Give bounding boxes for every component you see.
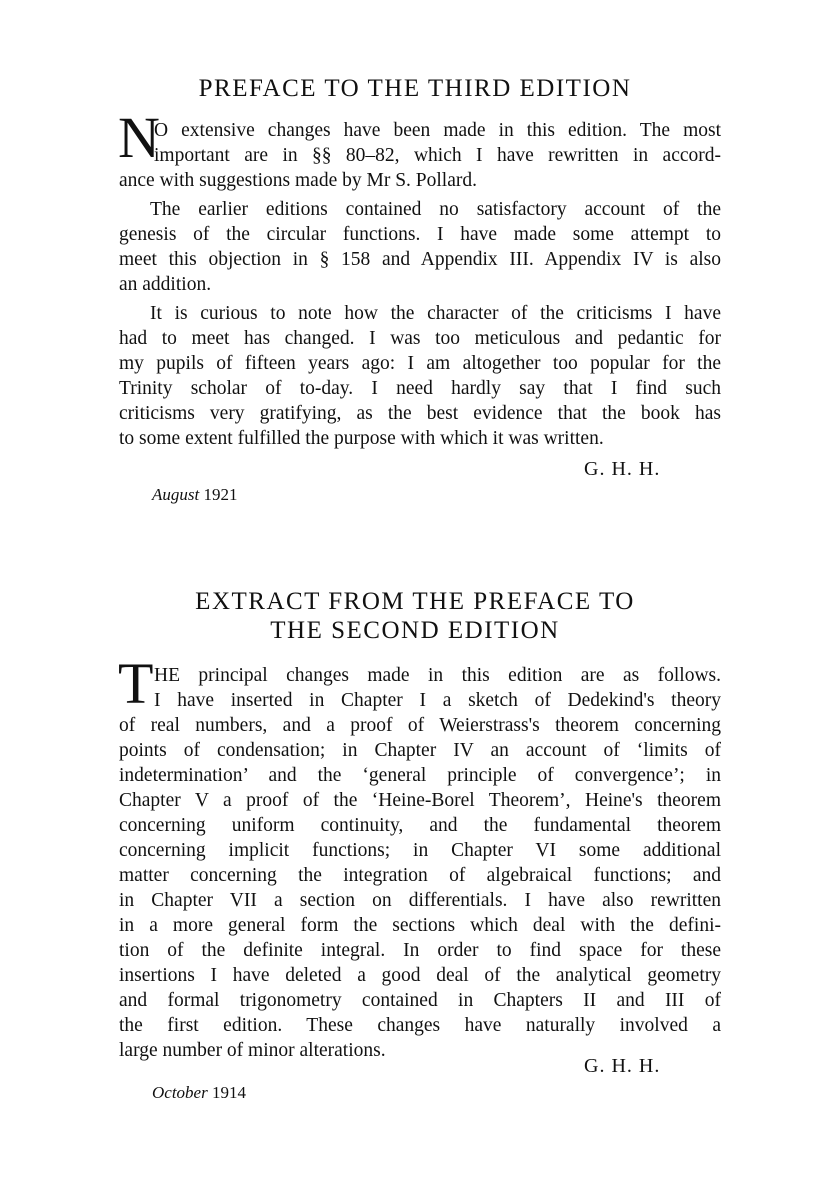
text-line: matter concerning the integration of algebraical functions; and (119, 865, 721, 886)
text-line: important are in §§ 80–82, which I have rewritten in accord- (154, 145, 721, 166)
text-line: large number of minor alterations. (119, 1040, 386, 1061)
text-line: criticisms very gratifying, as the best evidence that the book has (119, 403, 721, 424)
text-line: ance with suggestions made by Mr S. Pollard. (119, 170, 477, 191)
text-line: genesis of the circular functions. I have made some attempt to (119, 224, 721, 245)
text-line: indetermination’ and the ‘general principle of convergence’; in (119, 765, 721, 786)
text-line: and formal trigonometry contained in Chapters II and III of (119, 990, 721, 1011)
text-line: tion of the definite integral. In order to find space for these (119, 940, 721, 961)
text-line: concerning implicit functions; in Chapter VI some additional (119, 840, 721, 861)
text-line: my pupils of fifteen years ago: I am altogether too popular for the (119, 353, 721, 374)
text-line: O extensive changes have been made in this edition. The most (154, 120, 721, 141)
second-edition-title-line2: THE SECOND EDITION (270, 617, 560, 644)
text-line: insertions I have deleted a good deal of the analytical geometry (119, 965, 721, 986)
text-line: Chapter V a proof of the ‘Heine-Borel Theorem’, Heine's theorem (119, 790, 721, 811)
date-month: August (152, 485, 200, 504)
text-line: Trinity scholar of to-day. I need hardly say that I find such (119, 378, 721, 399)
text-line: an addition. (119, 274, 212, 295)
third-edition-date (152, 485, 237, 505)
date-year: 1914 (211, 1083, 246, 1102)
second-edition-dropcap: T (118, 651, 154, 716)
text-line: had to meet has changed. I was too meticulous and pedantic for (119, 328, 721, 349)
text-line: of real numbers, and a proof of Weierstrass's theorem concerning (119, 715, 721, 736)
date-month: October (152, 1083, 208, 1102)
second-edition-body (119, 663, 721, 1063)
text-line: to some extent fulfilled the purpose with which it was written. (119, 428, 604, 449)
second-edition-date (152, 1083, 246, 1103)
text-line: It is curious to note how the character of the criticisms I have (150, 303, 721, 324)
text-line: the first edition. These changes have naturally involved a (119, 1015, 721, 1036)
date-year: 1921 (203, 485, 238, 504)
third-edition-title: PREFACE TO THE THIRD EDITION (198, 75, 632, 102)
second-edition-title-line1: EXTRACT FROM THE PREFACE TO (195, 588, 635, 615)
text-line: The earlier editions contained no satisfactory account of the (150, 199, 721, 220)
text-line: meet this objection in § 158 and Appendix III. Appendix IV is also (119, 249, 721, 270)
text-line: concerning uniform continuity, and the fundamental theorem (119, 815, 721, 836)
third-edition-body (119, 118, 721, 451)
text-line: I have inserted in Chapter I a sketch of Dedekind's theory (154, 690, 721, 711)
text-line: in Chapter VII a section on differentials. I have also rewritten (119, 890, 721, 911)
second-edition-signature: G. H. H. (584, 1055, 661, 1077)
text-line: in a more general form the sections which deal with the defini- (119, 915, 721, 936)
text-line: HE principal changes made in this edition are as follows. (154, 665, 721, 686)
third-edition-dropcap: N (118, 105, 160, 170)
third-edition-signature: G. H. H. (584, 458, 661, 480)
text-line: points of condensation; in Chapter IV an account of ‘limits of (119, 740, 721, 761)
